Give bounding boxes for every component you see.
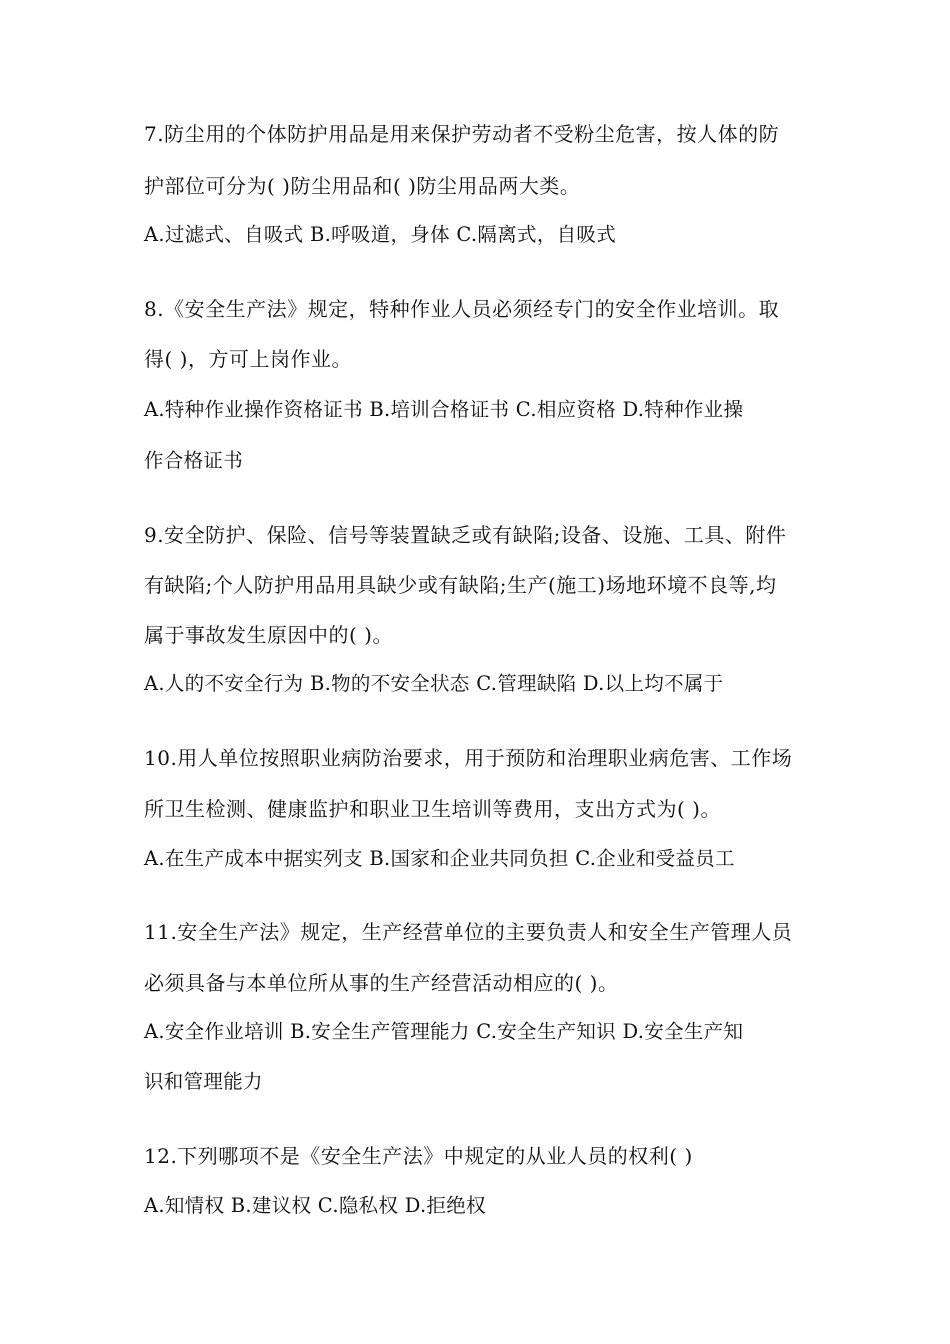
question-11-options-line-2: 识和管理能力: [144, 1070, 263, 1093]
question-8-line-1: 8.《安全生产法》规定，特种作业人员必须经专门的安全作业培训。取: [144, 297, 780, 321]
question-12-options: A.知情权 B.建议权 C.隐私权 D.拒绝权: [144, 1194, 486, 1217]
question-11-options-line-1: A.安全作业培训 B.安全生产管理能力 C.安全生产知识 D.安全生产知: [144, 1020, 744, 1043]
question-12-line-1: 12.下列哪项不是《安全生产法》中规定的从业人员的权利( ): [144, 1144, 693, 1168]
question-10-line-1: 10.用人单位按照职业病防治要求，用于预防和治理职业病危害、工作场: [144, 746, 793, 770]
question-9-line-2: 有缺陷;个人防护用品用具缺少或有缺陷;生产(施工)场地环境不良等,均: [144, 573, 777, 597]
question-7-line-2: 护部位可分为( )防尘用品和( )防尘用品两大类。: [144, 174, 581, 198]
question-8-options-line-1: A.特种作业操作资格证书 B.培训合格证书 C.相应资格 D.特种作业操: [144, 398, 744, 421]
question-9-options: A.人的不安全行为 B.物的不安全状态 C.管理缺陷 D.以上均不属于: [144, 672, 724, 695]
question-9-line-3: 属于事故发生原因中的( )。: [144, 623, 393, 647]
question-10-options: A.在生产成本中据实列支 B.国家和企业共同负担 C.企业和受益员工: [144, 847, 735, 870]
question-11-line-2: 必须具备与本单位所从事的生产经营活动相应的( )。: [144, 971, 619, 995]
question-11-line-1: 11.安全生产法》规定，生产经营单位的主要负责人和安全生产管理人员: [144, 920, 793, 944]
question-9-line-1: 9.安全防护、保险、信号等装置缺乏或有缺陷;设备、设施、工具、附件: [144, 523, 787, 547]
question-7-line-1: 7.防尘用的个体防护用品是用来保护劳动者不受粉尘危害，按人体的防: [144, 122, 780, 146]
question-8-line-2: 得( )，方可上岗作业。: [144, 347, 352, 371]
question-10-line-2: 所卫生检测、健康监护和职业卫生培训等费用，支出方式为( )。: [144, 797, 721, 821]
question-7-options: A.过滤式、自吸式 B.呼吸道，身体 C.隔离式，自吸式: [144, 223, 617, 246]
question-8-options-line-2: 作合格证书: [144, 449, 244, 472]
